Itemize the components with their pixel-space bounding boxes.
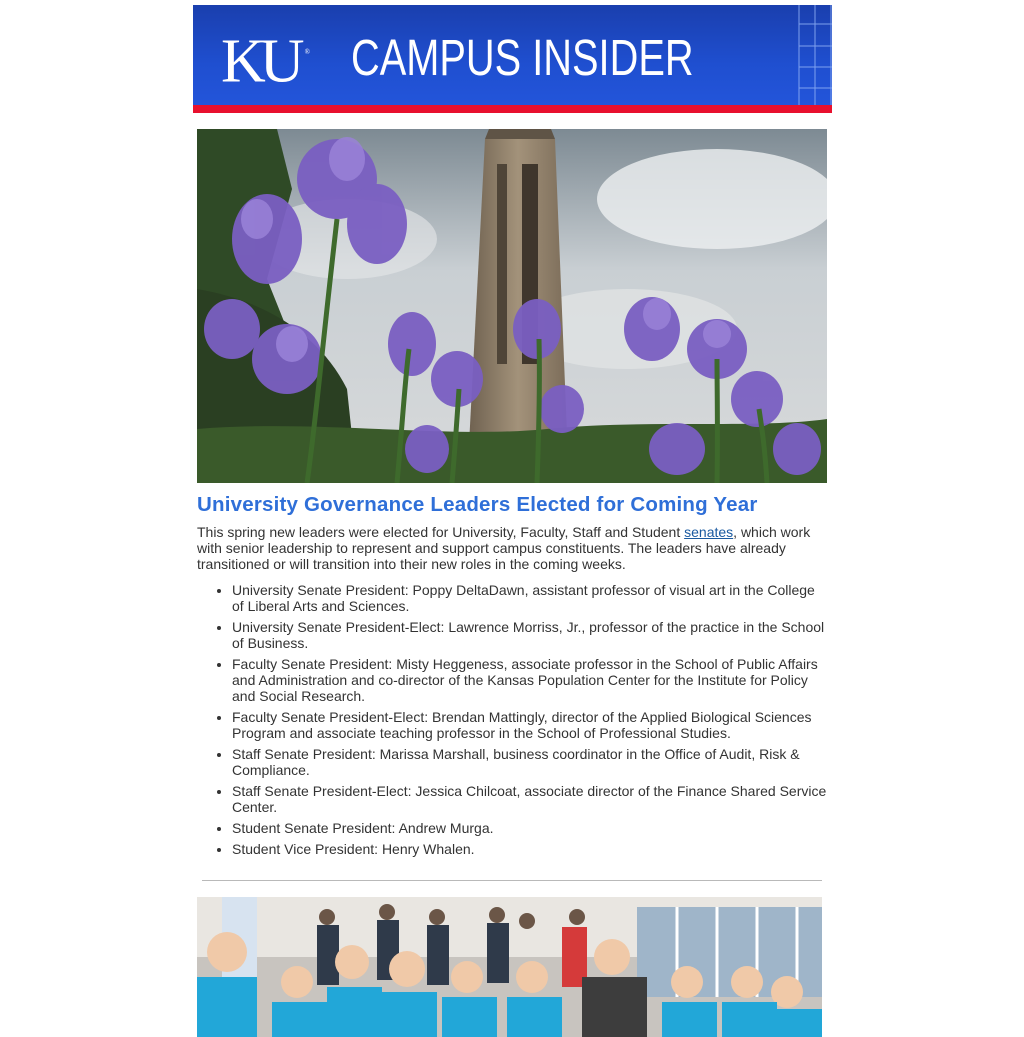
senates-link[interactable]: senates: [684, 524, 734, 540]
logo-text: KU: [221, 27, 299, 96]
group-photo-icon: [197, 897, 822, 1037]
list-item: • Staff Senate President-Elect: Jessica Chilcoat, associate director of the Finance Shared Service Center.: [232, 783, 828, 815]
list-item: • Student Senate President: Andrew Murga.: [232, 820, 828, 836]
hero-image[interactable]: [197, 129, 827, 483]
list-item: • University Senate President-Elect: Lawrence Morriss, Jr., professor of the practice in the School of Business.: [232, 619, 828, 651]
header-banner[interactable]: [193, 5, 832, 113]
list-item: • Student Vice President: Henry Whalen.: [232, 841, 828, 857]
grid-pattern-icon: [796, 5, 832, 105]
article-headline: University Governance Leaders Elected for Coming Year: [197, 493, 758, 516]
list-item: • Staff Senate President: Marissa Marshall, business coordinator in the Office of Audit, Risk & Compliance.: [232, 746, 828, 778]
list-item: • University Senate President: Poppy DeltaDawn, assistant professor of visual art in the College of Liberal Arts and Sciences.: [232, 582, 828, 614]
hero-photo-icon: [197, 129, 827, 483]
header-red-stripe: [193, 105, 832, 113]
intro-text-before: This spring new leaders were elected for University, Faculty, Staff and Student: [197, 524, 685, 540]
ku-logo[interactable]: [221, 23, 310, 97]
email-body: [193, 5, 832, 1037]
newsletter-title: CAMPUS INSIDER: [351, 29, 694, 86]
header-spacer: [193, 113, 832, 129]
logo-registered-mark: ®: [304, 48, 310, 56]
list-item: • Faculty Senate President-Elect: Brendan Mattingly, director of the Applied Biological Sciences Program and associate teaching professor in the School of Professional Studies.: [232, 709, 828, 741]
article-intro: [197, 524, 827, 572]
section-divider: [202, 880, 822, 881]
list-item: • Faculty Senate President: Misty Heggeness, associate professor in the School of Public Affairs and Administration and co-director of the Kansas Population Center for the Institute for Policy and Social Research.: [232, 656, 828, 704]
intro-text-after: , which work with senior leadership to represent and support campus constituents. The leaders have already transitioned or will transition into their new roles in the coming weeks.: [197, 524, 811, 572]
leaders-list: [197, 582, 828, 857]
second-image[interactable]: [197, 897, 822, 1037]
